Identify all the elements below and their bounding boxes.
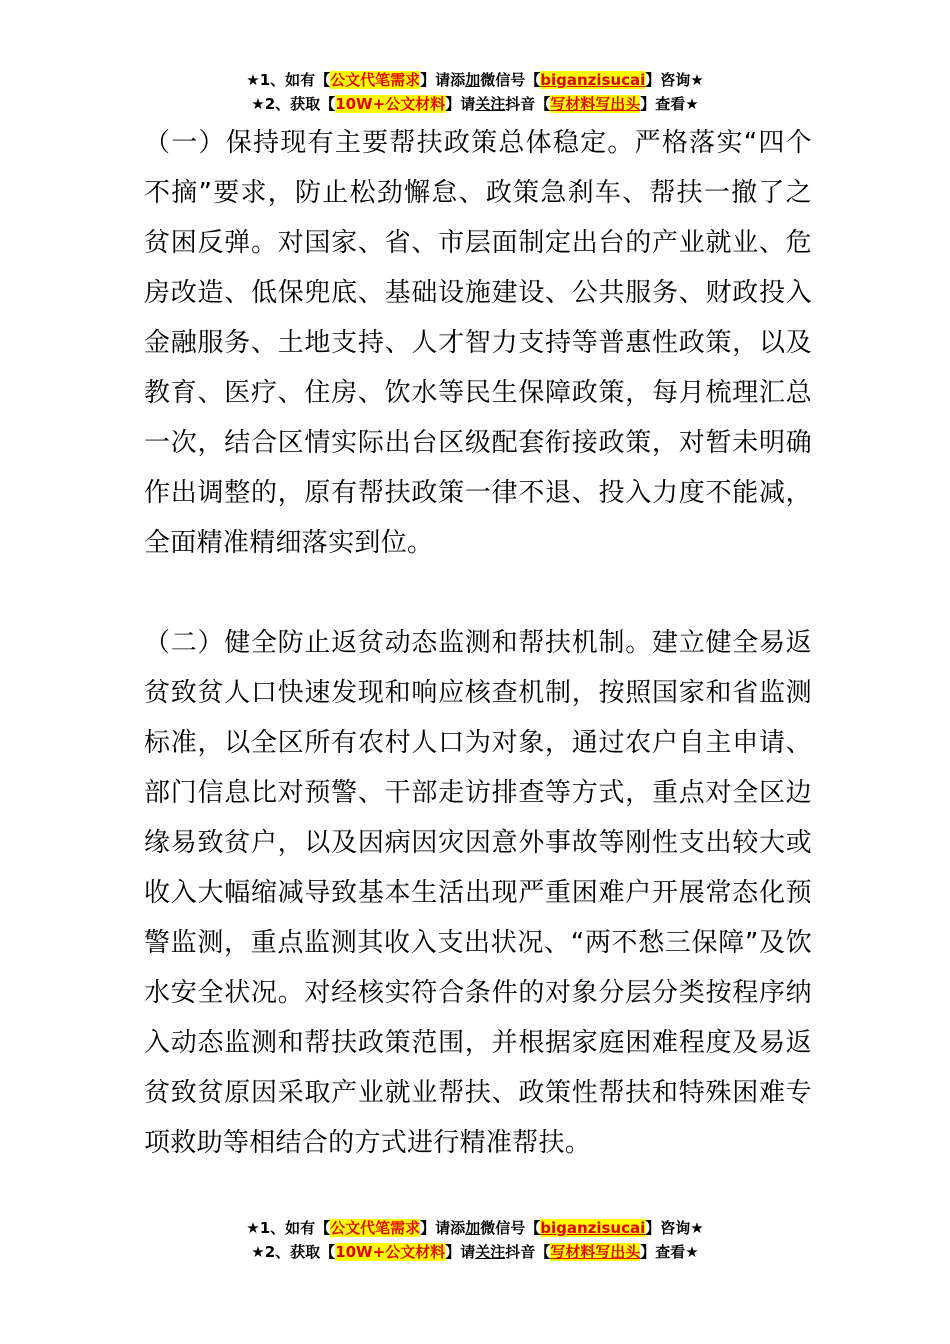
banner-line-2 <box>0 92 950 116</box>
document-body <box>144 118 812 1168</box>
banner-text: ★1、如有【 <box>246 71 331 89</box>
paragraph-2: （二）健全防止返贫动态监测和帮扶机制。建立健全易返贫致贫人口快速发现和响应核查机制，按照国家和省监测标准，以全区所有农村人口为对象，通过农户自主申请、部门信息比对预警、干部走访排查等方式，重点对全区边缘易致贫户，以及因病因灾因意外事故等刚性支出较大或收入大幅缩减导致基本生活出现严重困难户开展常态化预警监测，重点监测其收入支出状况、“两不愁三保障”及饮水安全状况。对经核实符合条件的对象分层分类按程序纳入动态监测和帮扶政策范围，并根据家庭困难程度及易返贫致贫原因采取产业就业帮扶、政策性帮扶和特殊困难专项救助等相结合的方式进行精准帮扶。 <box>144 628 812 1158</box>
banner-text: 抖音【 <box>505 1243 551 1261</box>
banner-text: 】查看★ <box>640 95 699 113</box>
banner-emphasis: 加 <box>465 1219 481 1237</box>
header-banner <box>0 68 950 116</box>
banner-line-1 <box>0 1216 950 1240</box>
footer-banner <box>0 1216 950 1264</box>
banner-text: 】请添 <box>420 1219 466 1237</box>
highlight-douyin-account: 写材料写出头 <box>550 95 641 113</box>
banner-line-2 <box>0 1240 950 1264</box>
highlight-wechat-id: biganzisucai <box>540 71 646 89</box>
banner-text: 微信号【 <box>480 1219 541 1237</box>
banner-emphasis: 加 <box>465 71 481 89</box>
banner-line-1 <box>0 68 950 92</box>
banner-text: 】咨询★ <box>645 1219 704 1237</box>
banner-text: ★2、获取【 <box>251 95 336 113</box>
banner-text: 】请 <box>445 95 476 113</box>
banner-text: 】咨询★ <box>645 71 704 89</box>
highlight-materials: 10W+公文材料 <box>335 1243 446 1261</box>
highlight-service: 公文代笔需求 <box>330 1219 421 1237</box>
banner-text: 】查看★ <box>640 1243 699 1261</box>
highlight-wechat-id: biganzisucai <box>540 1219 646 1237</box>
highlight-douyin-account: 写材料写出头 <box>550 1243 641 1261</box>
banner-emphasis: 关注 <box>475 1243 506 1261</box>
banner-text: 抖音【 <box>505 95 551 113</box>
banner-emphasis: 关注 <box>475 95 506 113</box>
highlight-service: 公文代笔需求 <box>330 71 421 89</box>
paragraph-1: （一）保持现有主要帮扶政策总体稳定。严格落实“四个不摘”要求，防止松劲懈怠、政策急刹车、帮扶一撤了之贫困反弹。对国家、省、市层面制定出台的产业就业、危房改造、低保兜底、基础设施建设、公共服务、财政投入金融服务、土地支持、人才智力支持等普惠性政策，以及教育、医疗、住房、饮水等民生保障政策，每月梳理汇总一次，结合区情实际出台区级配套衔接政策，对暂未明确作出调整的，原有帮扶政策一律不退、投入力度不能减，全面精准精细落实到位。 <box>144 128 812 558</box>
banner-text: ★2、获取【 <box>251 1243 336 1261</box>
banner-text: 】请 <box>445 1243 476 1261</box>
banner-text: ★1、如有【 <box>246 1219 331 1237</box>
banner-text: 】请添 <box>420 71 466 89</box>
banner-text: 微信号【 <box>480 71 541 89</box>
highlight-materials: 10W+公文材料 <box>335 95 446 113</box>
